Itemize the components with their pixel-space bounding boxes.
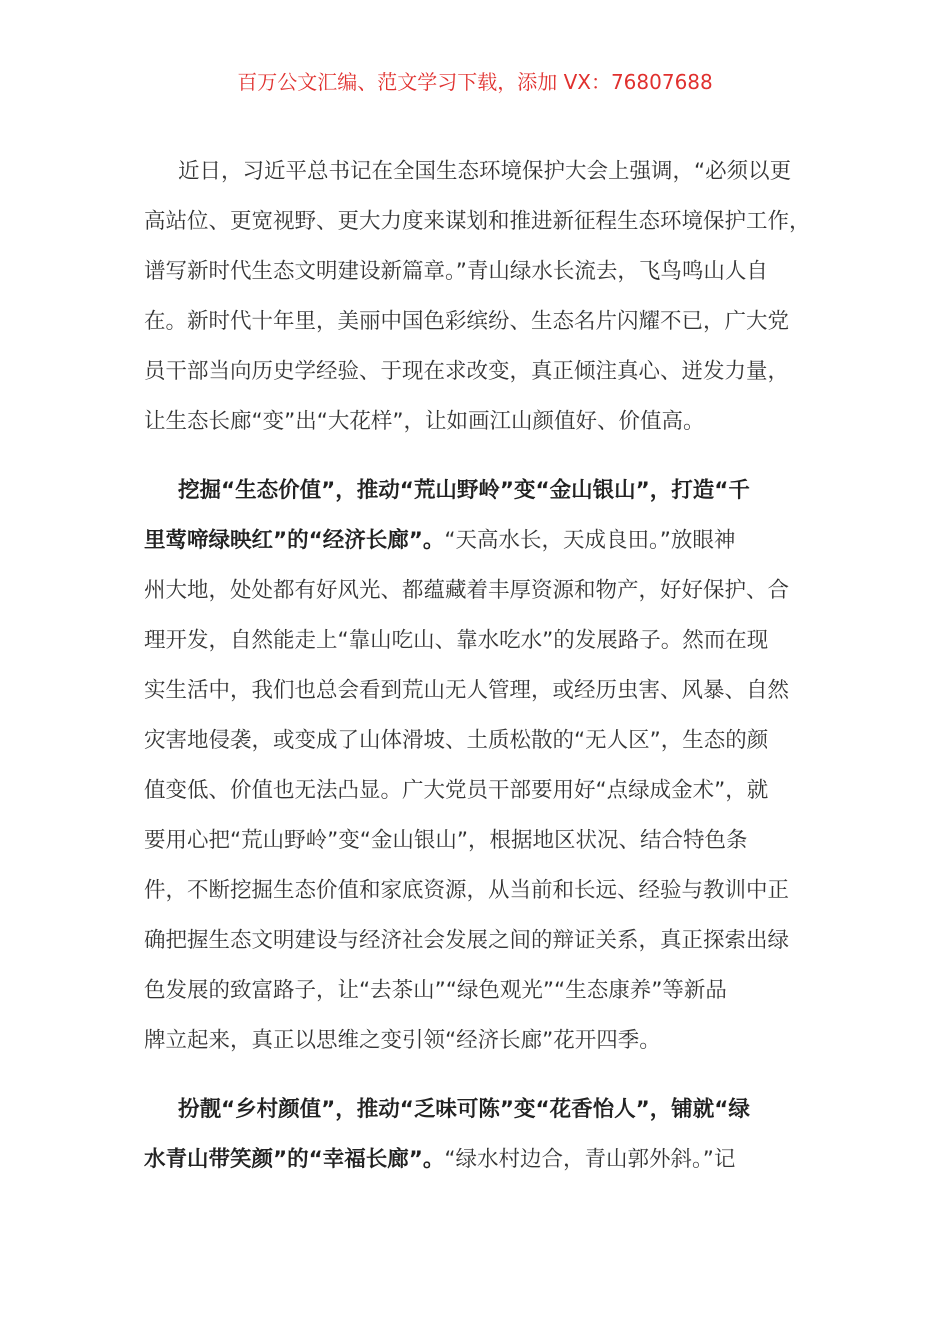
text-line <box>144 716 824 766</box>
text-line <box>144 347 824 397</box>
body-text: “绿水村边合，青山郭外斜。”记 <box>444 1147 736 1172</box>
body-text: 近日，习近平总书记在全国生态环境保护大会上强调，“必须以更 <box>178 159 792 184</box>
watermark-header: 百万公文汇编、范文学习下载，添加 VX：76807688 <box>237 70 713 94</box>
body-text: 在。新时代十年里，美丽中国色彩缤纷、生态名片闪耀不已，广大党 <box>144 309 790 334</box>
text-line <box>144 866 824 916</box>
bold-heading-text: 扮靓“乡村颜值”，推动“乏味可陈”变“花香怡人”，铺就“绿 <box>178 1097 750 1122</box>
body-text: 让生态长廊“变”出“大花样”，让如画江山颜值好、价值高。 <box>144 409 705 434</box>
body-text: 要用心把“荒山野岭”变“金山银山”，根据地区状况、结合特色条 <box>144 828 748 853</box>
paragraph-intro <box>144 147 824 447</box>
body-text: 员干部当向历史学经验、于现在求改变，真正倾注真心、迸发力量， <box>144 359 790 384</box>
text-line <box>144 616 824 666</box>
text-line <box>144 197 824 247</box>
text-line <box>144 1016 824 1066</box>
text-line <box>144 1085 824 1135</box>
text-line <box>144 1135 824 1185</box>
paragraph-economic-corridor <box>144 466 824 1066</box>
bold-heading-text: 水青山带笑颜”的“幸福长廊”。 <box>144 1147 445 1172</box>
body-text: 色发展的致富路子，让“去茶山”“绿色观光”“生态康养”等新品 <box>144 978 727 1003</box>
bold-heading-text: 里莺啼绿映红”的“经济长廊”。 <box>144 528 445 553</box>
body-text: 牌立起来，真正以思维之变引领“经济长廊”花开四季。 <box>144 1028 661 1053</box>
text-line <box>144 397 824 447</box>
text-line <box>144 966 824 1016</box>
body-text: 高站位、更宽视野、更大力度来谋划和推进新征程生态环境保护工作， <box>144 209 811 234</box>
text-line <box>144 297 824 347</box>
bold-heading-text: 挖掘“生态价值”，推动“荒山野岭”变“金山银山”，打造“千 <box>178 478 750 503</box>
text-line <box>144 916 824 966</box>
body-text: “天高水长，天成良田。”放眼神 <box>444 528 736 553</box>
text-line <box>144 666 824 716</box>
text-line <box>144 516 824 566</box>
text-line <box>144 816 824 866</box>
text-line <box>144 247 824 297</box>
body-text: 确把握生态文明建设与经济社会发展之间的辩证关系，真正探索出绿 <box>144 928 790 953</box>
text-line <box>144 147 824 197</box>
text-line <box>144 566 824 616</box>
body-text: 件，不断挖掘生态价值和家底资源，从当前和长远、经验与教训中正 <box>144 878 790 903</box>
body-text: 值变低、价值也无法凸显。广大党员干部要用好“点绿成金术”，就 <box>144 778 769 803</box>
paragraph-happiness-corridor <box>144 1085 824 1185</box>
body-text: 灾害地侵袭，或变成了山体滑坡、土质松散的“无人区”，生态的颜 <box>144 728 769 753</box>
text-line <box>144 466 824 516</box>
body-text: 谱写新时代生态文明建设新篇章。”青山绿水长流去，飞鸟鸣山人自 <box>144 259 768 284</box>
body-text: 州大地，处处都有好风光、都蕴藏着丰厚资源和物产，好好保护、合 <box>144 578 790 603</box>
text-line <box>144 766 824 816</box>
body-text: 理开发，自然能走上“靠山吃山、靠水吃水”的发展路子。然而在现 <box>144 628 769 653</box>
body-text: 实生活中，我们也总会看到荒山无人管理，或经历虫害、风暴、自然 <box>144 678 790 703</box>
